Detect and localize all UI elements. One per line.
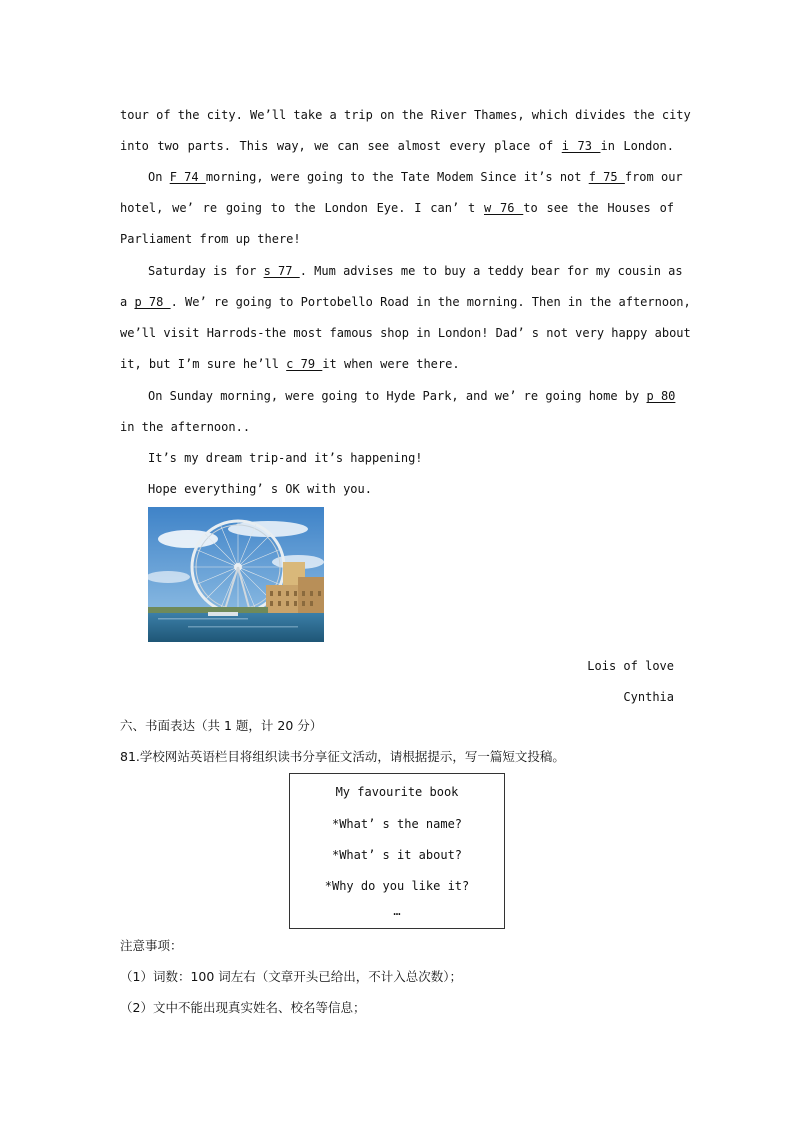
blank-76: w 76 xyxy=(484,201,524,215)
london-eye-photo xyxy=(148,507,324,642)
letter-line-11 xyxy=(120,419,674,435)
text-span: Saturday is for xyxy=(148,264,264,278)
blank-80: p 80 xyxy=(646,389,676,403)
text-span: we’ll visit Harrods-the most famous shop in London! Dad’ s not very happy about xyxy=(120,326,691,340)
text-span: in the afternoon.. xyxy=(120,420,251,434)
section-title: 六、书面表达（共 1 题，计 20 分） xyxy=(120,718,323,733)
blank-79: c 79 xyxy=(286,357,323,371)
text-span: morning, were going to the Tate Modem Since it’s not xyxy=(205,170,589,184)
text-span: a xyxy=(120,295,135,309)
text-span: Parliament from up there! xyxy=(120,232,301,246)
prompt-ellipsis: … xyxy=(393,904,401,918)
letter-line-10 xyxy=(148,388,674,404)
notes-heading: 注意事项： xyxy=(120,938,183,953)
text-span: into two parts. This way, we can see almost every place of xyxy=(120,139,562,153)
letter-line-1 xyxy=(120,107,691,123)
blank-75: f 75 xyxy=(588,170,625,184)
blank-73: i 73 xyxy=(561,139,601,153)
signature: Cynthia xyxy=(623,690,674,704)
letter-line-8 xyxy=(120,325,691,341)
question-81: 81.学校网站英语栏目将组织读书分享征文活动，请根据提示，写一篇短文投稿。 xyxy=(120,749,565,764)
prompt-title: My favourite book xyxy=(335,785,459,799)
letter-line-9 xyxy=(120,356,674,372)
prompt-question-name: *What’ s the name? xyxy=(331,817,463,831)
prompt-box xyxy=(289,773,505,929)
text-span: in London. xyxy=(600,139,675,153)
text-span: . We’ re going to Portobello Road in the morning. Then in the afternoon, xyxy=(170,295,691,309)
letter-line-2 xyxy=(120,138,674,154)
letter-line-3 xyxy=(148,169,683,185)
text-span: Hope everything’ s OK with you. xyxy=(148,482,372,496)
text-span: it, but I’m sure he’ll xyxy=(120,357,287,371)
london-eye-illustration xyxy=(148,507,324,642)
letter-line-4 xyxy=(120,200,674,216)
letter-line-7 xyxy=(120,294,691,310)
prompt-question-why: *Why do you like it? xyxy=(324,879,470,893)
text-span: It’s my dream trip-and it’s happening! xyxy=(148,451,423,465)
blank-77: s 77 xyxy=(263,264,300,278)
prompt-question-about: *What’ s it about? xyxy=(331,848,463,862)
blank-78: p 78 xyxy=(134,295,171,309)
note-1: （1）词数：100 词左右（文章开头已给出，不计入总次数）； xyxy=(120,969,463,984)
letter-line-6 xyxy=(148,263,683,279)
letter-line-5 xyxy=(120,231,674,247)
text-span: On Sunday morning, were going to Hyde Park, and we’ re going home by xyxy=(148,389,647,403)
note-2: （2）文中不能出现真实姓名、校名等信息； xyxy=(120,1000,366,1015)
text-span: . Mum advises me to buy a teddy bear for my cousin as xyxy=(299,264,683,278)
text-span: to see the Houses of xyxy=(523,201,675,215)
text-span: tour of the city. We’ll take a trip on the River Thames, which divides the city xyxy=(120,108,691,122)
text-span: On xyxy=(148,170,170,184)
blank-74: F 74 xyxy=(169,170,206,184)
letter-line-13 xyxy=(148,481,674,497)
text-span: hotel, we’ re going to the London Eye. I can’ t xyxy=(120,201,484,215)
text-span: from our xyxy=(624,170,683,184)
text-span: it when were there. xyxy=(322,357,460,371)
letter-line-12 xyxy=(148,450,674,466)
closing-line: Lois of love xyxy=(587,659,674,673)
